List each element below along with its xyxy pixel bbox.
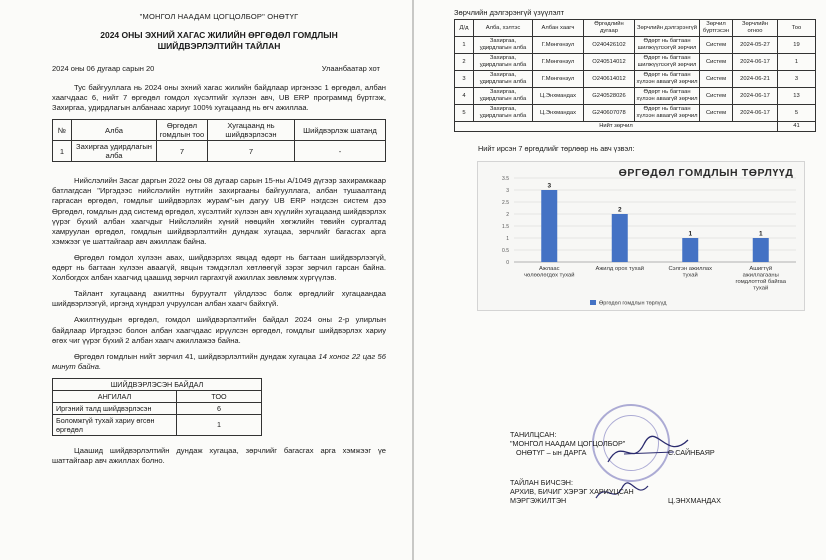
table-cell: Г.Мөнгөнзул (533, 54, 584, 71)
bar (612, 214, 628, 262)
table-cell: 7 (157, 141, 208, 162)
table-cell: G240528026 (584, 88, 635, 105)
violation-col-petition-no: Өргөдлийн дугаар (584, 20, 635, 37)
summary-col-count: Өргөдөл гомдлын тоо (157, 120, 208, 141)
table-cell: Захиргаа, удирдлагын алба (474, 37, 533, 54)
table-row (455, 37, 816, 54)
x-tick-label-line: тухай (682, 272, 698, 279)
resolution-table-header (53, 390, 262, 402)
resolution-col-category: АНГИЛАЛ (53, 390, 177, 402)
chart-title: ӨРГӨДӨЛ ГОМДЛЫН ТӨРЛҮҮД (618, 167, 794, 179)
x-tick-label-line: чөлөөлөгдөх тухай (523, 272, 575, 279)
table-cell: Захиргаа, удирдлагын алба (474, 105, 533, 122)
table-cell: Захиргаа, удирдлагын алба (474, 54, 533, 71)
violation-table-title: Зөрчлийн дэлгэрэнгүй үзүүлэлт (454, 8, 565, 17)
y-tick-label: 1.5 (502, 224, 509, 230)
table-cell: 1 (53, 141, 72, 162)
table-cell: 2024-06-17 (733, 88, 778, 105)
table-row (53, 414, 262, 435)
table-cell: Систем (700, 71, 733, 88)
author-label: ТАЙЛАН БИЧСЭН: (510, 478, 573, 487)
author-name: Ц.ЭНХМАНДАХ (668, 496, 721, 505)
table-cell: O240426102 (584, 37, 635, 54)
table-row (455, 54, 816, 71)
y-tick-label: 3 (506, 188, 509, 194)
table-row (455, 88, 816, 105)
table-row (455, 71, 816, 88)
author-position: АРХИВ, БИЧИГ ХЭРЭГ ХАРИУЦСАН (510, 487, 634, 496)
y-tick-label: 0.5 (502, 248, 509, 254)
violation-table-header (455, 20, 816, 37)
chart-svg (478, 162, 804, 310)
x-tick-label-line: Сэлгэн ажиллах (668, 266, 713, 272)
table-cell: O240514012 (584, 54, 635, 71)
x-tick-label-line: тухай (753, 285, 769, 292)
report-page-right (414, 0, 826, 560)
paragraph-3: Өргөдөл гомдол хүлээн авах, шийдвэрлэх явцад өдөрт нь багтаан шийдвэрлээгүй, өдөрт нь багтаан хүлээн аваагүй, явцын тэмдэглэл хөтлөөгүй зэрэг зөрчил гарсан байна. Холбогдох албан хаагчид цаашид зөрчил гаргахгүй ажиллах зөвлөмж хүргүүлэв. (52, 252, 386, 283)
y-tick-label: 3.5 (502, 176, 509, 182)
report-title (52, 30, 386, 52)
summary-table (52, 119, 386, 162)
table-cell: Өдөрт нь багтаан хүлээн аваагүй зөрчил (635, 105, 700, 122)
author-title: МЭРГЭЖИЛТЭН (510, 496, 567, 505)
violation-table (454, 19, 816, 132)
x-tick-label (735, 265, 786, 292)
petition-types-chart (477, 161, 805, 311)
approval-block (510, 430, 625, 457)
table-cell: Өдөрт нь багтаан хүлээн аваагүй зөрчил (635, 71, 700, 88)
org-header: "МОНГОЛ НААДАМ ЦОГЦОЛБОР" ОНӨТҮГ (139, 12, 299, 21)
table-cell: Өдөрт нь багтаан шилжүүлээгүй зөрчил (635, 37, 700, 54)
table-cell: Захиргаа, удирдлагын алба (474, 88, 533, 105)
table-cell: 2024-05-27 (733, 37, 778, 54)
violation-col-recorder: Зөрчил бүртгэсэн (700, 20, 733, 37)
table-cell: 3 (778, 71, 816, 88)
table-cell: Г.Мөнгөнзул (533, 37, 584, 54)
violation-col-detail: Зөрчлийн дэлгэрэнгүй (635, 20, 700, 37)
table-cell: 1 (455, 37, 474, 54)
chart-caption: Нийт ирсэн 7 өргөдлийг төрлөөр нь авч үзвэл: (478, 144, 635, 153)
violation-col-date: Зөрчлийн огноо (733, 20, 778, 37)
table-cell: 19 (778, 37, 816, 54)
author-block (510, 478, 634, 505)
table-cell: O240614012 (584, 71, 635, 88)
table-cell: Систем (700, 105, 733, 122)
report-city: Улаанбаатар хот (321, 64, 380, 73)
director-name: С.САЙНБАЯР (668, 448, 715, 457)
total-value: 41 (778, 122, 816, 132)
table-cell: Захиргаа удирдлагын алба (72, 141, 157, 162)
violation-summary: Өргөдөл гомдлын нийт зөрчил 41, шийдвэрлэлтийн дундаж хугацаа (74, 351, 316, 361)
resolution-table (52, 378, 262, 436)
table-cell: - (295, 141, 386, 162)
report-title-line-1: 2024 ОНЫ ЭХНИЙ ХАГАС ЖИЛИЙН ӨРГӨДӨЛ ГОМДЛЫН (100, 30, 338, 40)
table-row (53, 141, 386, 162)
table-cell: 1 (778, 54, 816, 71)
data-label: 2 (617, 206, 622, 214)
bar (753, 238, 769, 262)
report-date: 2024 оны 06 дугаар сарын 20 (52, 64, 155, 73)
table-cell: Өдөрт нь багтаан шилжүүлээгүй зөрчил (635, 54, 700, 71)
x-tick-label (668, 266, 712, 279)
x-tick-label-line: Ашигтүй (749, 266, 773, 272)
summary-table-header (53, 120, 386, 141)
total-label: Нийт зөрчил (455, 122, 778, 132)
date-line (52, 64, 386, 73)
violation-col-unit: Алба, хэлтэс (474, 20, 533, 37)
table-cell: 7 (208, 141, 295, 162)
table-cell: Систем (700, 37, 733, 54)
bar (541, 190, 557, 262)
x-tick-label-line: Ажлаас (539, 266, 560, 272)
table-cell: Г.Мөнгөнзул (533, 71, 584, 88)
approval-position: ОНӨТҮГ – ын ДАРГА (516, 448, 587, 457)
table-cell: 2 (455, 54, 474, 71)
table-cell: Систем (700, 88, 733, 105)
table-cell: Боломжгүй тухай хариу өгсөн өргөдөл (53, 414, 177, 435)
x-tick-label-line: гомдлоттой байгаа (735, 279, 787, 285)
table-row (455, 105, 816, 122)
paragraph-4: Тайлант хугацаанд ажилтны бурууталт үйлдлээс болж өргөдлийг хугацаандаа шийдвэрлээгүй, иргэнд хүндрэл учруулсан албан хаагч байхгүй. (52, 289, 386, 309)
approval-org: "МОНГОЛ НААДАМ ЦОГЦОЛБОР" (510, 439, 626, 448)
total-row (455, 122, 816, 132)
x-tick-label (524, 266, 575, 279)
table-cell: 1 (177, 414, 262, 435)
report-title-line-2: ШИЙДВЭРЛЭЛТИЙН ТАЙЛАН (157, 41, 281, 51)
report-page-left (0, 0, 412, 560)
y-tick-label: 2 (506, 212, 509, 218)
resolution-col-count: ТОО (177, 390, 262, 402)
table-cell: 3 (455, 71, 474, 88)
summary-col-no: № (53, 120, 72, 141)
paragraph-5: Ажилтнуудын өргөдөл, гомдол шийдвэрлэлтийн байдал 2024 оны 2-р улирлын байдлаар Иргэдээс болон албан хаагчдаас ирүүлсэн өргөдөл, гомдлыг шийдвэрлэх хариу өгөх чиг үүрэг бүхий 2 албан хаагч ажиллажээ байна. (52, 315, 386, 345)
resolution-table-caption: ШИЙДВЭРЛЭСЭН БАЙДАЛ (53, 378, 262, 390)
data-label: 1 (758, 230, 763, 238)
table-cell: 13 (778, 88, 816, 105)
table-cell: 4 (455, 88, 474, 105)
legend-label: Өргөдөл гомдлын төрлүүд (599, 300, 667, 307)
paragraph-6 (52, 352, 386, 372)
paragraph-1: Тус байгууллага нь 2024 оны эхний хагас жилийн байдлаар иргэнээс 1 өргөдөл, албан хаагчдаас 6, нийт 7 өргөдөл гомдол хүсэлтийг хүлээн авч, UB ERP программд бүртгэж, Захиргаа, удирдлагын албанаас хариуг 100% хугацаанд нь өгч ажиллаа. (52, 83, 386, 113)
paragraph-7: Цаашид шийдвэрлэлтийн дундаж хугацаа, зөрчлийг багасгах арга хэмжээг үе шаттайгаар авч ажиллах болно. (52, 445, 386, 465)
table-cell: 2024-06-21 (733, 71, 778, 88)
y-tick-label: 1 (506, 236, 509, 242)
table-cell: 2024-06-17 (733, 54, 778, 71)
table-cell: Иргэний талд шийдвэрлэсэн (53, 402, 177, 414)
table-cell: Систем (700, 54, 733, 71)
violation-col-employee: Албан хаагч (533, 20, 584, 37)
table-cell: 2024-06-17 (733, 105, 778, 122)
table-cell: Ц.Энхмандах (533, 105, 584, 122)
table-cell: Ц.Энхмандах (533, 88, 584, 105)
table-cell: 6 (177, 402, 262, 414)
y-tick-label: 0 (506, 260, 509, 266)
table-cell: Өдөрт нь багтаан хүлээн аваагүй зөрчил (635, 88, 700, 105)
summary-col-pending: Шийдвэрлэж шатанд (295, 120, 386, 141)
approval-label: ТАНИЛЦСАН: (510, 430, 557, 439)
table-row (53, 402, 262, 414)
y-tick-label: 2.5 (502, 200, 509, 206)
table-cell: 5 (778, 105, 816, 122)
bar (682, 238, 698, 262)
x-tick-label-line: Ажилд орох тухай (595, 266, 644, 272)
table-cell: G240607078 (584, 105, 635, 122)
table-cell: Захиргаа, удирдлагын алба (474, 71, 533, 88)
x-tick-label-line: ажиллагааны (742, 272, 779, 279)
violation-col-count: Тоо (778, 20, 816, 37)
x-tick-label (596, 265, 644, 272)
paragraph-2: Нийслэлийн Засаг даргын 2022 оны 08 дугаар сарын 15-ны А/1049 дүгээр захирамжаар батлагдсан "Иргэдээс нийслэлийн нутгийн захиргааны байгууллага, албан тушаалтанд гаргасан өргөдөл, гомдлыг шийдвэрлэх журам"-ын дагуу UB ERP нэгдсэн систем дээ Өргөдөл, гомдлын дэд системд өргөдөл, хүсэлтийг хүлээн авч хүүлийн хугацаанд шийдвэрлэх үүрэг бүхий албан хаагчдыг Нийслэлийн хүний нөөцийн хөгжлийн төвийн сургалтад хамруулан өргөдөл, гомдлын шийдвэрлэлтийн дундаж хугацаа, зөрчлийг багасгах арга хэмжээг үе шаттайгаар авч ажиллаж байна. (52, 176, 386, 246)
data-label: 1 (688, 230, 693, 238)
average-duration: 14 хоног 22 цаг 56 минут байна. (52, 351, 386, 371)
summary-col-unit: Алба (72, 120, 157, 141)
data-label: 3 (547, 182, 552, 190)
table-cell: 5 (455, 105, 474, 122)
legend-swatch (590, 300, 596, 305)
violation-col-no: Д/д (455, 20, 474, 37)
summary-col-ontime: Хугацаанд нь шийдвэрлэсэн (208, 120, 295, 141)
